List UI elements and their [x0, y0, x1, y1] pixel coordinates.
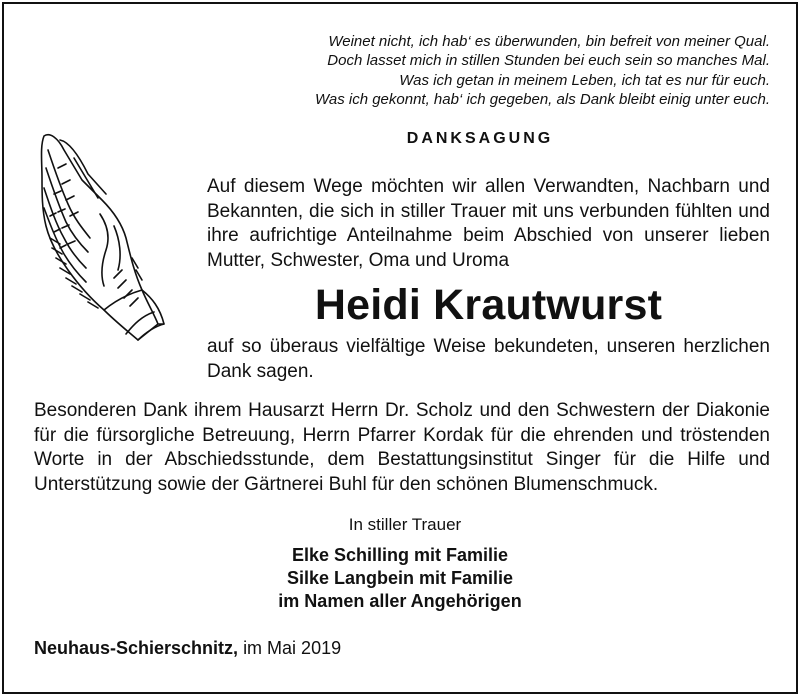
- signers: [200, 544, 600, 613]
- intro-paragraph: Auf diesem Wege möchten wir allen Verwandten, Nachbarn und Bekannten, die sich in stiller Trauer mit uns verbunden fühlten und ihre aufrichtige Anteilnahme beim Abschied von unserer lieben Mutter, Schwester, Oma und Uroma: [207, 176, 770, 271]
- notice-heading: DANKSAGUNG: [406, 130, 554, 147]
- praying-hands-icon: [30, 128, 190, 346]
- signer-line: Silke Langbein mit Familie: [286, 568, 514, 588]
- signer-line: im Namen aller Angehörigen: [278, 591, 522, 611]
- special-thanks-paragraph: Besonderen Dank ihrem Hausarzt Herrn Dr. Scholz und den Schwestern der Diakonie für die fürsorgliche Betreuung, Herrn Pfarrer Kordak für die ehrenden und tröstenden Worte in der Abschiedsstunde, dem Bestattungsinstitut Singer für die Hilfe und Unterstützung sowie der Gärtnerei Buhl für den schönen Blumenschmuck.: [34, 400, 770, 495]
- poem-line: Weinet nicht, ich hab‘ es überwunden, bin befreit von meiner Qual.: [328, 33, 770, 50]
- signer-line: Elke Schilling mit Familie: [291, 545, 509, 565]
- thanks-paragraph: auf so überaus vielfältige Weise bekundeten, unseren herzlichen Dank sagen.: [207, 336, 770, 382]
- deceased-name: Heidi Krautwurst: [314, 281, 663, 329]
- poem-line: Doch lasset mich in stillen Stunden bei euch sein so manches Mal.: [327, 52, 770, 70]
- mourning-label: In stiller Trauer: [348, 515, 462, 534]
- poem-line: Was ich gekonnt, hab‘ ich gegeben, als Dank bleibt einig unter euch.: [314, 91, 770, 109]
- date: im Mai 2019: [243, 638, 342, 658]
- poem: [200, 32, 770, 110]
- place-date: [34, 638, 341, 659]
- place: Neuhaus-Schierschnitz,: [34, 638, 239, 658]
- poem-line: Was ich getan in meinem Leben, ich tat es nur für euch.: [399, 71, 770, 89]
